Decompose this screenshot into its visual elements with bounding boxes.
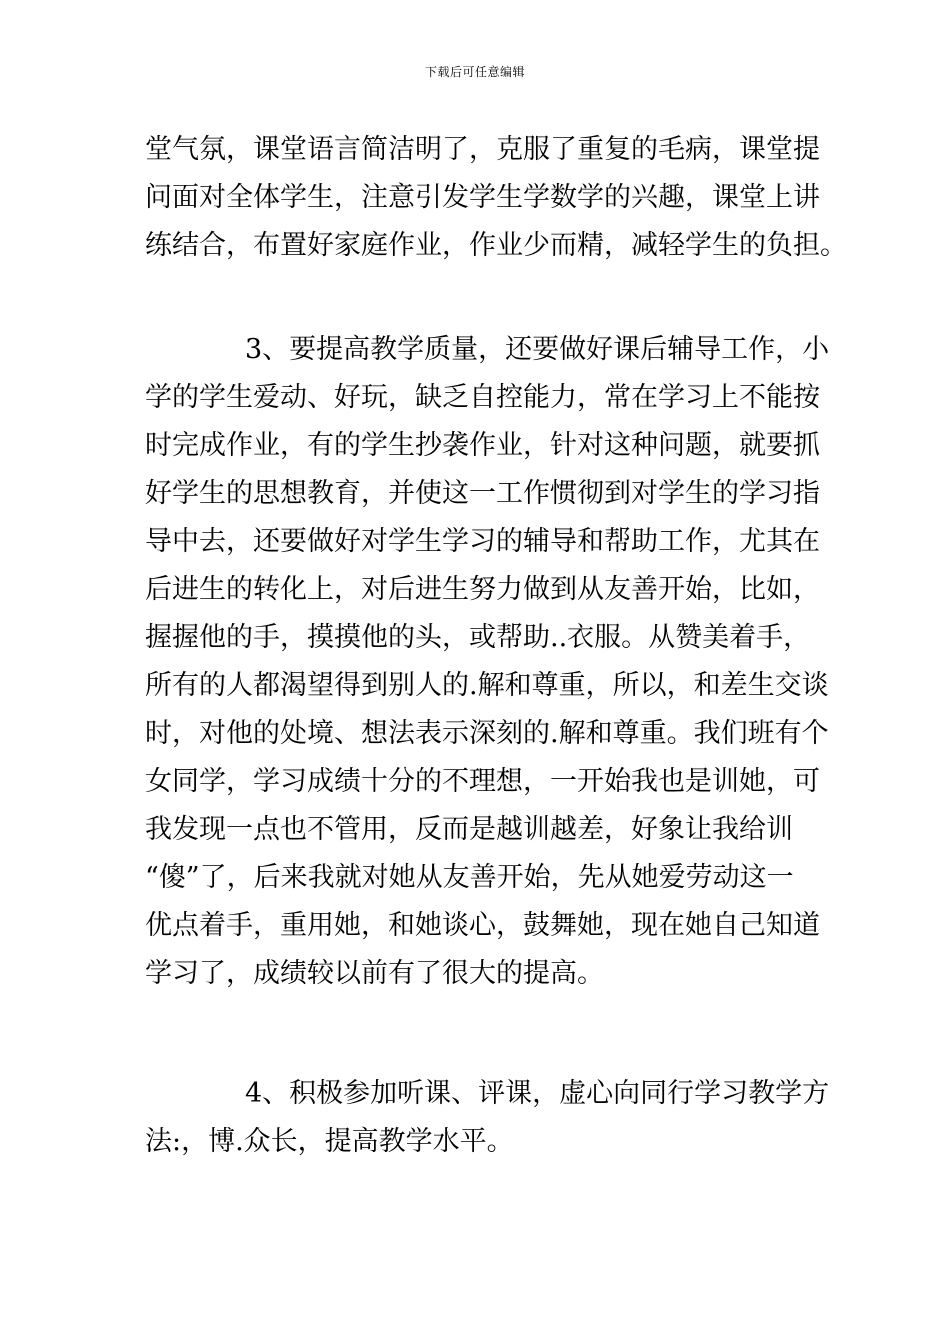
text-line: 时完成作业，有的学生抄袭作业，针对这种问题，就要抓 — [145, 430, 820, 461]
text-line: “傻”了，后来我就对她从友善开始，先从她爱劳动这一 — [145, 862, 794, 893]
text-line: 法:，博.众长，提高教学水平。 — [145, 1126, 514, 1157]
text-line: 握握他的手，摸摸他的头，或帮助..衣服。从赞美着手， — [145, 622, 811, 653]
text-line: 学习了，成绩较以前有了很大的提高。 — [145, 958, 604, 989]
text-line: 3、要提高教学质量，还要做好课后辅导工作，小 — [245, 334, 830, 365]
text-line: 时，对他的处境、想法表示深刻的.解和尊重。我们班有个 — [145, 718, 829, 749]
text-line: 后进生的转化上，对后进生努力做到从友善开始，比如， — [145, 574, 820, 605]
text-line: 女同学，学习成绩十分的不理想，一开始我也是训她，可 — [145, 766, 820, 797]
page-header: 下载后可任意编辑 — [424, 65, 525, 79]
text-line: 导中去，还要做好对学生学习的辅导和帮助工作，尤其在 — [145, 526, 820, 557]
text-line: 学的学生爱动、好玩，缺乏自控能力，常在学习上不能按 — [145, 382, 820, 413]
text-line: 练结合，布置好家庭作业，作业少而精，减轻学生的负担。 — [145, 230, 847, 261]
text-line: 我发现一点也不管用，反而是越训越差，好象让我给训 — [145, 814, 793, 845]
text-line: 所有的人都渴望得到别人的.解和尊重，所以，和差生交谈 — [145, 670, 829, 701]
text-line: 好学生的思想教育，并使这一工作惯彻到对学生的学习指 — [145, 478, 820, 509]
text-line: 优点着手，重用她，和她谈心，鼓舞她，现在她自己知道 — [145, 910, 820, 941]
text-line: 4、积极参加听课、评课，虚心向同行学习教学方 — [245, 1078, 830, 1109]
paragraph-lesson-observation — [145, 1070, 830, 1166]
text-line: 堂气氛，课堂语言简洁明了，克服了重复的毛病，课堂提 — [145, 134, 820, 165]
text-line: 问面对全体学生，注意引发学生学数学的兴趣，课堂上讲 — [145, 182, 820, 213]
paragraph-classroom-atmosphere — [145, 126, 847, 270]
paragraph-after-class-tutoring — [145, 326, 830, 998]
